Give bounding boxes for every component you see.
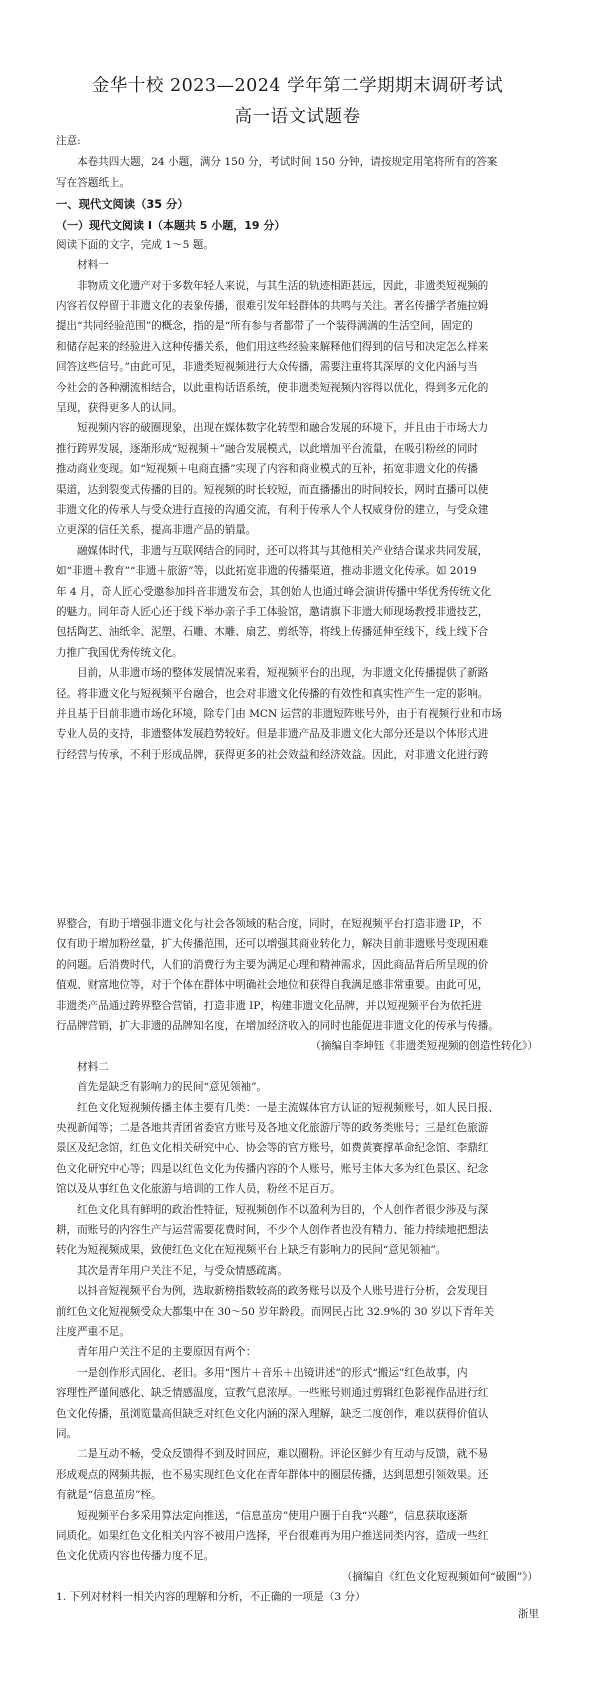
text-line: 界整合，有助于增强非遗文化与社会各领域的粘合度，同时，在短视频平台打造非遗 IP，不 (56, 918, 482, 930)
text-line: 今社会的各种潮流相结合，以此重构话语系统，使非遗类短视频内容得以优化，得到多元化的 (56, 382, 489, 394)
text-line: 短视频平台多采用算法定向推送，“信息茧房”使用户圈于自我“兴趣”，信息获取逐渐 (77, 1510, 468, 1522)
footer-region-tag: 浙里 (518, 1608, 539, 1620)
text-line: 和储存起来的经验进入这种传播关系，他们用这些经验来解释他们得到的信号和决定怎么样来 (56, 341, 489, 353)
text-line: 专业人员的支持，非遗整体发展趋势较好。但是非遗产品及非遗文化大部分还是以个体形式进 (56, 728, 489, 740)
text-line: 值观、财富地位等，对于个体在群体中明确社会地位和获得自我满足感非常重要。由此可见， (56, 979, 489, 991)
text-line: 行品牌营销，扩大非遗的品牌知名度，在增加经济收入的同时也能促进非遗文化的传承与传播。 (56, 1020, 499, 1032)
text-line: 形成观点的网频共振，也不易实现红色文化在青年群体中的圈层传播，达到思想引领效果。还 (56, 1469, 489, 1481)
text-line: 短视频内容的破圈现象，出现在媒体数字化转型和融合发展的环境下，并且由于市场大力 (77, 422, 489, 434)
notice-label: 注意: (56, 135, 81, 147)
text-line: 非遗文化的传承人与受众进行直接的沟通交流，有利于传承人个人权威身份的建立，与受众建 (56, 504, 489, 516)
text-line: 以抖音短视频平台为例，选取新榜指数较高的政务账号以及个人账号进行分析，会发现目 (77, 1285, 489, 1297)
material-2-paragraph-1: 首先是缺乏有影响力的民间“意见领袖”。 (77, 1081, 267, 1093)
question-1-stem: 1. 下列对材料一相关内容的理解和分析，不正确的一项是（3 分） (56, 1591, 366, 1603)
text-line: 呈现，获得更多人的认同。 (56, 402, 183, 414)
text-line: 色文化研究中心等；四是以红色文化为传播内容的个人账号，账号主体大多为红色景区、纪念 (56, 1163, 489, 1175)
text-line: 推行跨界发展，逐渐形成“短视频＋”融合发展模式，以此增加平台流量，在吸引粉丝的同时 (56, 443, 478, 455)
text-line: 前红色文化短视频受众大都集中在 30～50 岁年龄段。而网民占比 32.9%的 30 岁以下青年关 (56, 1306, 495, 1318)
text-line: 回答这些信号。”由此可见，非遗类短视频进行大众传播，需要注重将其深厚的文化内涵与当 (56, 361, 478, 373)
text-line: 同。 (56, 1428, 78, 1440)
notice-text: 写在答题纸上。 (56, 177, 131, 189)
text-line: 一是创作形式固化、老旧。多用“图片＋音乐＋出镜讲述”的形式“搬运”红色故事，内 (77, 1367, 468, 1379)
text-line: 并且基于目前非遗市场化环境，除专门由 MCN 运营的非遗短阵账号外，由于有视频行业和市场 (56, 708, 502, 720)
material-label: 材料一 (77, 259, 109, 271)
text-line: 仅有助于增加粉丝量，扩大传播范围，还可以增强其商业转化力，解决目前非遗账号变现困难 (56, 938, 489, 950)
text-line: 耕，而账号的内容生产与运营需要花费时间，不少个人创作者也没有精力、能力持续地把想法 (56, 1224, 489, 1236)
material-2-paragraph-6: 青年用户关注不足的主要原因有两个： (77, 1346, 257, 1358)
material-2-paragraph-4: 其次是青年用户关注不足，与受众情感疏离。 (77, 1265, 288, 1277)
text-line: 渠道，达到裂变式传播的目的。短视频的时长较短，而直播播出的时间较长，网时直播可以使 (56, 484, 489, 496)
text-line: 的魅力。同年奇人匠心还于线下举办亲子手工体验馆，邀请旗下非遗大师现场教授非遗技艺， (56, 606, 489, 618)
text-line: 非遗类产品通过跨界整合营销，打造非遗 IP，构建非遗文化品牌，并以短视频平台为依托进 (56, 1000, 482, 1012)
material-2-source: （摘编自《红色文化短视频如何“破圈”》） (341, 1571, 538, 1583)
text-line: 容理性严谨间感化、缺乏情感温度，宣教气息浓厚。一些账号则通过剪辑红色影视作品进行红 (56, 1387, 489, 1399)
material-label: 材料二 (77, 1061, 109, 1073)
text-line: 立更深的信任关系，提高非遗产品的销量。 (56, 524, 257, 536)
text-line: 提出“共同经验范围”的概念，指的是“所有参与者都带了一个装得满满的生活空间，固定的 (56, 320, 473, 332)
text-line: 径。将非遗文化与短视频平台融合，也会对非遗文化传播的有效性和真实性产生一定的影响。 (56, 688, 489, 700)
text-line: 目前，从非遗市场的整体发展情况来看，短视频平台的出现，为非遗文化传播提供了新路 (77, 667, 489, 679)
text-line: 转化为短视频成果，致使红色文化在短视频平台上缺乏有影响力的民间“意见领袖”。 (56, 1244, 447, 1256)
text-line: 行经营与传承，不利于形成品牌，获得更多的社会效益和经济效益。因此，对非遗文化进行跨 (56, 749, 489, 761)
text-line: 二是互动不畅，受众反馈得不到及时回应，难以圈粉。评论区鲜少有互动与反馈，就不易 (77, 1448, 489, 1460)
text-line: 注度严重不足。 (56, 1326, 130, 1338)
text-line: 如“非遗＋教育”“非遗＋旅游”等，以此拓宽非遗的传播渠道，推动非遗文化传承。如 2019 (56, 565, 477, 577)
exam-subtitle: 高一语文试题卷 (234, 107, 361, 127)
material-1-source: （摘编自李坤钰《非遗类短视频的创造性转化》） (310, 1040, 538, 1052)
text-line: 同质化。如果红色文化相关内容不被用户选择，平台很难再为用户推送同类内容，造成一些红 (56, 1530, 489, 1542)
text-line: 力推广我国优秀传统文化。 (56, 647, 183, 659)
text-line: 年 4 月，奇人匠心受邀参加抖音非遗发布会，其创始人也通过峰会演讲传播中华优秀传统文化 (56, 586, 492, 598)
text-line: 包括陶艺、油纸伞、泥塑、石雕、木雕、扇艺、剪纸等，将线上传播延伸至线下，线上线下合 (56, 626, 489, 638)
sub-section-heading: （一）现代文阅读 I（本题共 5 小题，19 分） (56, 219, 286, 232)
text-line: 有就是“信息茧房”桎。 (56, 1489, 162, 1501)
text-line: 非物质文化遗产对于多数年轻人来说，与其生活的轨迹相距甚远，因此，非遗类短视频的 (77, 280, 489, 292)
text-line: 色文化优质内容也传播力度不足。 (56, 1550, 215, 1562)
text-line: 融媒体时代，非遗与互联网结合的同时，还可以将其与其他相关产业结合谋求共同发展， (77, 545, 489, 557)
text-line: 内容若仅停留于非遗文化的表象传播，很难引发年轻群体的共鸣与关注。著名传播学者施拉姆 (56, 300, 489, 312)
text-line: 红色文化短视频传播主体主要有几类：一是主流媒体官方认证的短视频账号，如人民日报、 (77, 1102, 499, 1114)
section-heading: 一、现代文阅读（35 分） (56, 198, 189, 211)
exam-title: 金华十校 2023—2024 学年第二学期期末调研考试 (91, 76, 504, 96)
notice-text: 本卷共四大题，24 小题，满分 150 分，考试时间 150 分钟，请按规定用笔将所有的答案 (77, 156, 498, 168)
text-line: 央视新闻等；二是各地共青团省委官方账号及各地文化旅游厅等的政务类账号；三是红色旅游 (56, 1122, 489, 1134)
text-line: 景区及纪念馆，红色文化相关研究中心、协会等的官方账号，如费黄赛撑革命纪念馆、李鼎红 (56, 1142, 489, 1154)
text-line: 红色文化具有鲜明的政治性特征，短视频创作不以盈利为目的，个人创作者很少涉及与深 (77, 1204, 489, 1216)
text-line: 馆以及从事红色文化旅游与培训的工作人员，粉丝不足百万。 (56, 1183, 341, 1195)
text-line: 的问题。后消费时代，人们的消费行为主要为满足心理和精神需求，因此商品背后所呈现的价 (56, 959, 489, 971)
text-line: 色文化传播，虽浏览量高但缺乏对红色文化内涵的深入理解，缺乏二度创作，难以获得价值认 (56, 1408, 489, 1420)
text-line: 推动商业变现。如“短视频＋电商直播”实现了内容和商业模式的互补，拓宽非遗文化的传播 (56, 463, 478, 475)
reading-instruction: 阅读下面的文字，完成 1～5 题。 (56, 239, 214, 251)
